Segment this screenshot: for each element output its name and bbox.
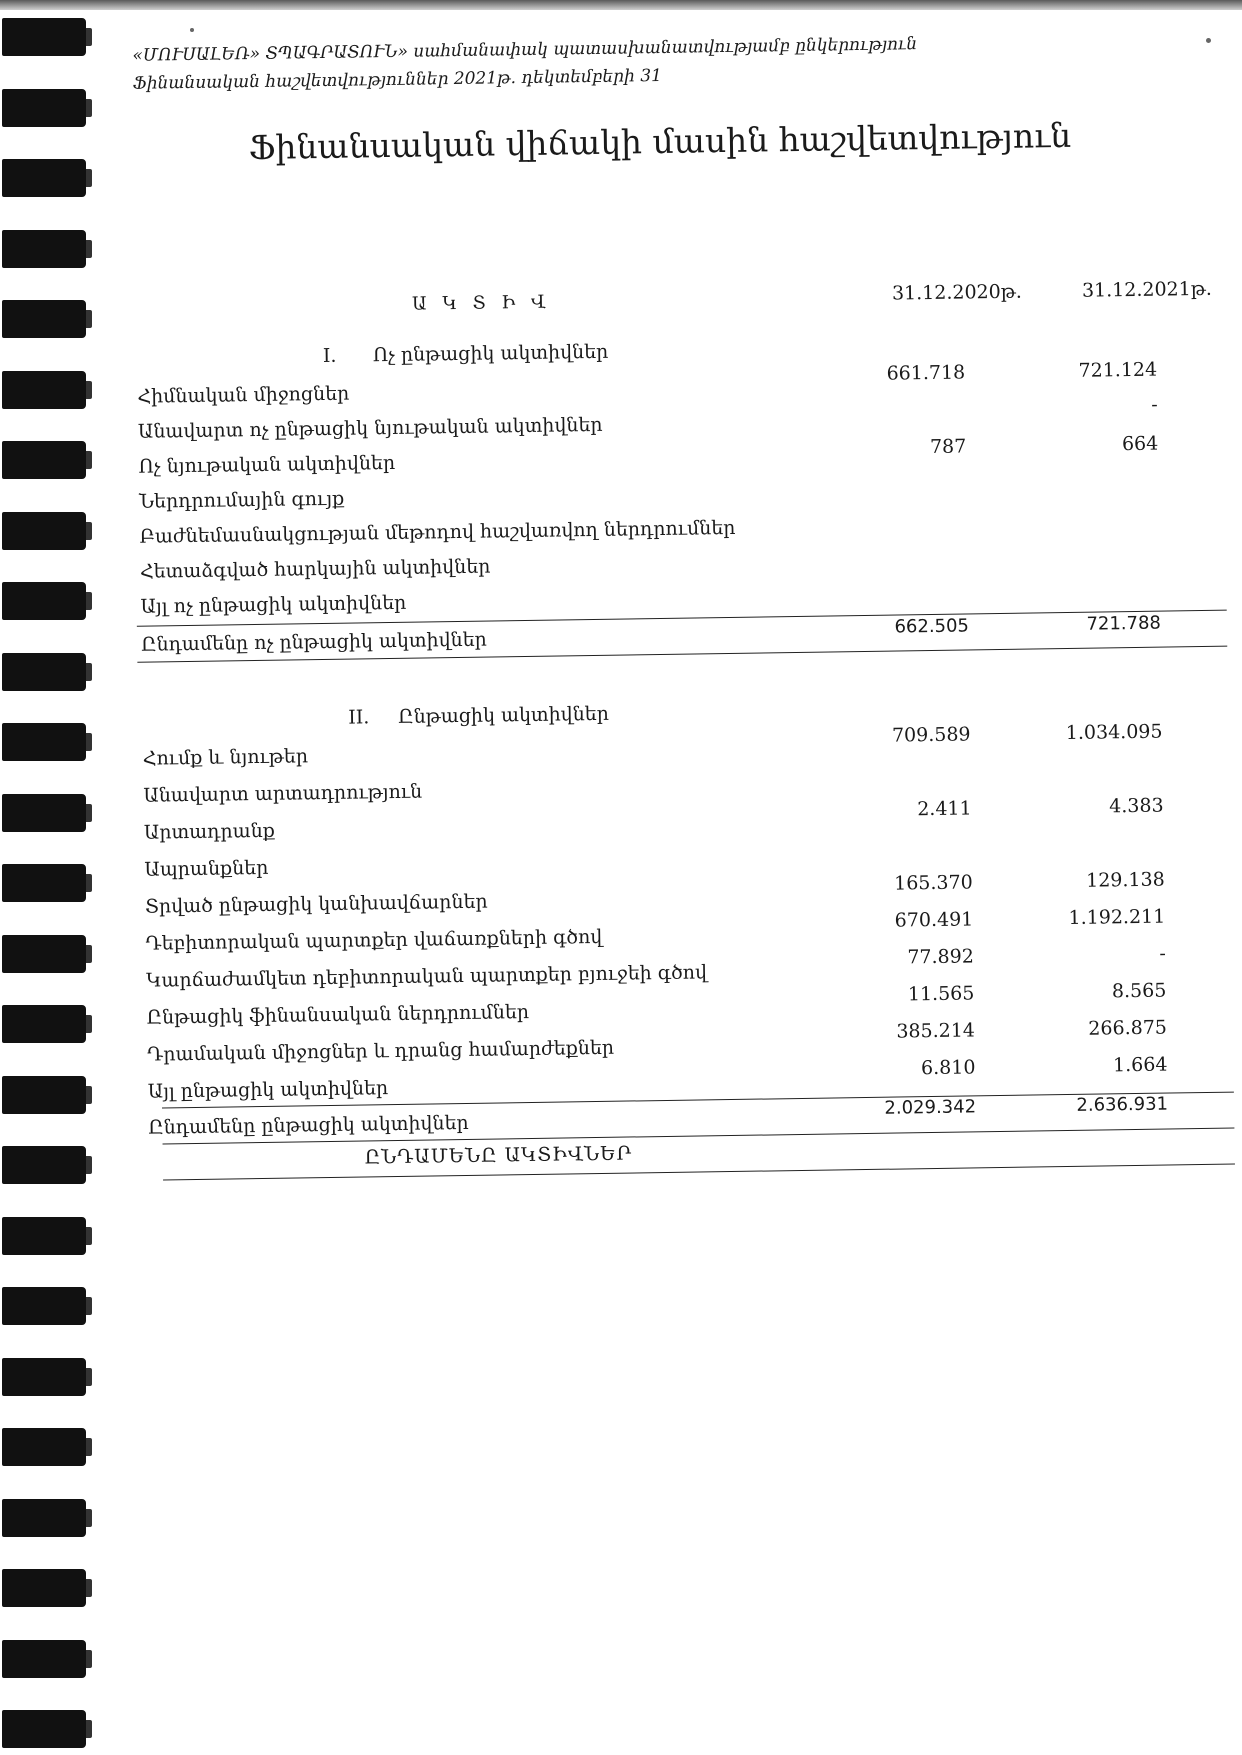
spiral-binding	[0, 12, 100, 1755]
binding-tab	[2, 1428, 86, 1466]
row-label: Ապրանքներ	[144, 856, 269, 881]
section-heading	[323, 341, 609, 367]
binding-tab	[2, 230, 86, 268]
section-number: II.	[348, 706, 370, 729]
row-label: Հումք և նյութեր	[142, 745, 309, 770]
binding-tab	[2, 512, 86, 550]
value-2021: 266.875	[1088, 1016, 1168, 1040]
binding-tab	[2, 582, 86, 620]
binding-tab	[2, 794, 86, 832]
binding-tab	[2, 1710, 86, 1748]
value-2021: 1.192.211	[1068, 905, 1166, 929]
binding-tab	[2, 1217, 86, 1255]
binding-tab	[2, 1287, 86, 1325]
row-label: Անավարտ արտադրություն	[143, 780, 423, 807]
value-2021: -	[1151, 393, 1158, 416]
binding-tab	[2, 1358, 86, 1396]
row-label: Այլ ոչ ընթացիկ ակտիվներ	[140, 591, 407, 618]
value-2020: 11.565	[907, 982, 975, 1006]
binding-tab	[2, 864, 86, 902]
value-2021: 1.034.095	[1065, 720, 1163, 745]
statement-page	[118, 13, 1242, 1739]
company-header: «ՄՈՒՍԱԼԵՌ» ՏՊԱԳՐԱՏՈՒՆ» սահմանափակ պատասխանատվությամբ ընկերություն	[132, 34, 918, 66]
binding-tab	[2, 1499, 86, 1537]
value-2020: 6.810	[920, 1056, 976, 1080]
value-2020: 165.370	[894, 871, 973, 895]
binding-tab	[2, 1146, 86, 1184]
binding-tab	[2, 300, 86, 338]
value-2020: 77.892	[907, 945, 975, 969]
total-2021: 2.636.931	[1076, 1093, 1169, 1116]
grand-total-label: ԸՆԴԱՄԵՆԸ ԱԿՏԻՎՆԵՐ	[364, 1142, 633, 1169]
row-label: Հետաձգված հարկային ակտիվներ	[139, 555, 491, 583]
row-label: Անավարտ ոչ ընթացիկ նյութական ակտիվներ	[137, 413, 603, 443]
value-2020: 2.411	[917, 797, 972, 821]
binding-tab	[2, 653, 86, 691]
row-label: Բաժնեմասնակցության մեթոդով հաշվառվող ներդրումներ	[139, 516, 736, 548]
value-2020: 709.589	[891, 723, 971, 747]
section-number: I.	[322, 344, 337, 367]
value-2021: 4.383	[1109, 794, 1164, 818]
value-2020: 661.718	[886, 361, 966, 385]
total-2020: 2.029.342	[884, 1096, 977, 1119]
binding-tab	[2, 159, 86, 197]
report-period-header: Ֆինանսական հաշվետվություններ 2021թ. դեկտեմբերի 31	[132, 65, 663, 94]
value-2020: 385.214	[896, 1019, 976, 1043]
total-label: Ընդամենը ընթացիկ ակտիվներ	[148, 1111, 469, 1139]
section-title: Ոչ ընթացիկ ակտիվներ	[372, 340, 609, 367]
total-2020: 662.505	[894, 615, 970, 638]
binding-tab	[2, 1640, 86, 1678]
row-label: Տրված ընթացիկ կանխավճարներ	[144, 890, 488, 918]
value-2021: 721.124	[1078, 358, 1158, 382]
binding-tab	[2, 441, 86, 479]
column-header-2021: 31.12.2021թ.	[1081, 277, 1212, 302]
value-2021: 8.565	[1111, 979, 1167, 1003]
row-label: Դրամական միջոցներ և դրանց համարժեքներ	[147, 1036, 615, 1066]
binding-tab	[2, 89, 86, 127]
binding-tab	[2, 371, 86, 409]
binding-tab	[2, 1005, 86, 1043]
page-title: Ֆինանսական վիճակի մասին հաշվետվություն	[248, 115, 1072, 168]
binding-tab	[2, 723, 86, 761]
binding-tab	[2, 18, 86, 56]
section-title: Ընթացիկ ակտիվներ	[398, 702, 610, 728]
row-label: Արտադրանք	[143, 819, 276, 844]
section-heading	[348, 703, 609, 729]
row-label: Ընթացիկ ֆինանսական ներդրումներ	[146, 1001, 530, 1029]
value-2021: 664	[1121, 432, 1159, 456]
total-row	[140, 612, 1221, 664]
value-2021: 1.664	[1112, 1053, 1168, 1077]
total-2021: 721.788	[1086, 612, 1162, 635]
row-label: Դեբիտորական պարտքեր վաճառքների գծով	[145, 925, 603, 955]
row-label: Ոչ նյութական ակտիվներ	[138, 451, 396, 478]
row-label: Կարճաժամկետ դեբիտորական պարտքեր բյուջեի գծով	[145, 961, 708, 992]
binding-tab	[2, 1569, 86, 1607]
assets-heading: Ա Կ Տ Ի Վ	[411, 291, 551, 315]
grand-total-rule	[163, 1164, 1235, 1181]
row-label: Ներդրումային գույք	[138, 487, 345, 513]
row-label: Այլ ընթացիկ ակտիվներ	[147, 1077, 389, 1103]
column-header-2020: 31.12.2020թ.	[891, 280, 1023, 305]
scan-top-edge	[0, 0, 1242, 10]
binding-tab	[2, 935, 86, 973]
value-2021: 129.138	[1085, 868, 1165, 892]
total-label: Ընդամենը ոչ ընթացիկ ակտիվներ	[140, 628, 487, 656]
binding-tab	[2, 1076, 86, 1114]
row-label: Հիմնական միջոցներ	[137, 382, 350, 408]
value-2020: 787	[929, 435, 967, 458]
value-2021: -	[1159, 942, 1166, 965]
value-2020: 670.491	[894, 908, 974, 932]
